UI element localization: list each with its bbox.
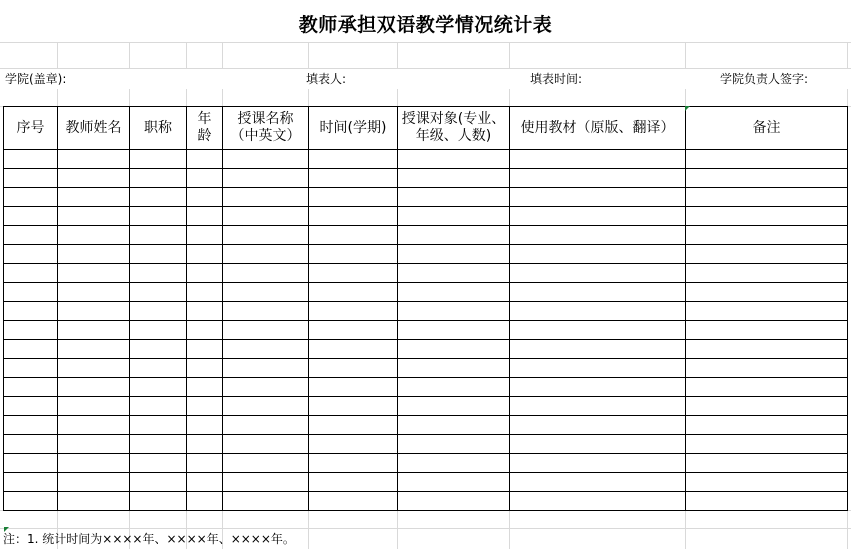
table-cell[interactable] [398,454,510,473]
table-row [4,454,848,473]
table-cell[interactable] [398,226,510,245]
table-cell[interactable] [686,302,848,321]
table-cell[interactable] [686,188,848,207]
table-cell[interactable] [187,492,223,511]
table-cell[interactable] [309,454,398,473]
table-cell[interactable] [187,435,223,454]
table-cell[interactable] [187,473,223,492]
table-cell[interactable] [4,321,58,340]
table-cell[interactable] [398,378,510,397]
table-cell[interactable] [510,454,686,473]
table-cell[interactable] [130,359,187,378]
table-cell[interactable] [686,264,848,283]
table-cell[interactable] [309,264,398,283]
table-row [4,283,848,302]
table-cell[interactable] [4,226,58,245]
table-cell[interactable] [510,397,686,416]
header-cell[interactable]: 使用教材（原版、翻译） [510,107,686,150]
header-cell[interactable]: 职称 [130,107,187,150]
table-cell[interactable] [130,340,187,359]
table-cell[interactable] [58,264,130,283]
table-cell[interactable] [686,207,848,226]
table-cell[interactable] [4,169,58,188]
table-cell[interactable] [4,397,58,416]
table-cell[interactable] [223,245,309,264]
table-cell[interactable] [398,359,510,378]
table-body [4,150,848,511]
table-cell[interactable] [510,473,686,492]
table-cell[interactable] [309,473,398,492]
table-cell[interactable] [223,340,309,359]
header-cell[interactable]: 时间(学期) [309,107,398,150]
table-row [4,492,848,511]
table-row [4,378,848,397]
table-cell[interactable] [58,207,130,226]
table-cell[interactable] [187,359,223,378]
table-cell[interactable] [398,416,510,435]
table-row [4,359,848,378]
table-row [4,416,848,435]
stats-table [3,106,848,511]
table-cell[interactable] [398,207,510,226]
table-cell[interactable] [130,283,187,302]
table-cell[interactable] [58,473,130,492]
table-row [4,245,848,264]
table-cell[interactable] [309,302,398,321]
table-cell[interactable] [130,169,187,188]
table-cell[interactable] [187,150,223,169]
table-cell[interactable] [686,454,848,473]
table-cell[interactable] [4,454,58,473]
table-cell[interactable] [130,378,187,397]
table-cell[interactable] [187,169,223,188]
table-cell[interactable] [58,188,130,207]
gridline-horizontal [0,528,851,529]
table-cell[interactable] [187,302,223,321]
table-cell[interactable] [58,302,130,321]
table-cell[interactable] [187,245,223,264]
table-cell[interactable] [187,188,223,207]
table-cell[interactable] [58,359,130,378]
table-cell[interactable] [187,454,223,473]
header-cell[interactable]: 教师姓名 [58,107,130,150]
table-row [4,150,848,169]
table-cell[interactable] [398,283,510,302]
table-cell[interactable] [510,245,686,264]
table-cell[interactable] [4,492,58,511]
table-cell[interactable] [398,435,510,454]
table-cell[interactable] [223,264,309,283]
table-cell[interactable] [130,188,187,207]
table-cell[interactable] [130,321,187,340]
table-cell[interactable] [58,283,130,302]
table-cell[interactable] [686,435,848,454]
table-cell[interactable] [130,473,187,492]
table-cell[interactable] [686,378,848,397]
table-row [4,264,848,283]
table-cell[interactable] [58,245,130,264]
table-cell[interactable] [130,207,187,226]
table-cell[interactable] [187,226,223,245]
header-cell[interactable]: 年龄 [187,107,223,150]
table-cell[interactable] [510,207,686,226]
table-cell[interactable] [58,150,130,169]
header-cell[interactable]: 授课对象(专业、年级、人数) [398,107,510,150]
header-cell[interactable]: 序号 [4,107,58,150]
table-cell[interactable] [4,359,58,378]
table-cell[interactable] [223,473,309,492]
table-cell[interactable] [223,207,309,226]
table-cell[interactable] [398,302,510,321]
table-cell[interactable] [398,264,510,283]
table-cell[interactable] [398,492,510,511]
table-cell[interactable] [223,454,309,473]
table-cell[interactable] [58,397,130,416]
table-cell[interactable] [130,150,187,169]
table-cell[interactable] [187,321,223,340]
table-cell[interactable] [130,416,187,435]
gridline-horizontal [0,42,851,43]
table-cell[interactable] [223,435,309,454]
table-cell[interactable] [686,283,848,302]
table-cell[interactable] [130,226,187,245]
table-row [4,340,848,359]
table-cell[interactable] [510,302,686,321]
table-cell[interactable] [187,264,223,283]
table-cell[interactable] [398,340,510,359]
filler-label[interactable]: 填表人: [306,72,347,86]
table-cell[interactable] [4,207,58,226]
table-cell[interactable] [686,169,848,188]
table-cell[interactable] [398,473,510,492]
table-row [4,169,848,188]
table-cell[interactable] [223,283,309,302]
table-cell[interactable] [510,283,686,302]
fill-time-label[interactable]: 填表时间: [530,72,583,86]
table-cell[interactable] [398,321,510,340]
table-cell[interactable] [309,359,398,378]
table-cell[interactable] [510,435,686,454]
table-row [4,226,848,245]
footnote[interactable]: 注：1. 统计时间为××××年、××××年、××××年。 [3,532,295,546]
table-cell[interactable] [58,169,130,188]
table-cell[interactable] [187,283,223,302]
table-cell[interactable] [130,245,187,264]
leader-sign-label[interactable]: 学院负责人签字: [720,72,809,86]
table-cell[interactable] [4,378,58,397]
table-cell[interactable] [4,302,58,321]
table-cell[interactable] [398,245,510,264]
table-cell[interactable] [187,207,223,226]
table-cell[interactable] [686,416,848,435]
table-cell[interactable] [686,359,848,378]
table-cell[interactable] [130,435,187,454]
table-cell[interactable] [398,397,510,416]
table-cell[interactable] [187,340,223,359]
table-cell[interactable] [309,150,398,169]
table-cell[interactable] [187,416,223,435]
table-cell[interactable] [223,397,309,416]
table-cell[interactable] [309,492,398,511]
table-cell[interactable] [4,435,58,454]
table-cell[interactable] [4,264,58,283]
table-cell[interactable] [223,378,309,397]
table-cell[interactable] [510,359,686,378]
table-cell[interactable] [309,321,398,340]
table-cell[interactable] [510,264,686,283]
table-row [4,473,848,492]
header-cell[interactable]: 授课名称（中英文） [223,107,309,150]
table-cell[interactable] [309,378,398,397]
table-cell[interactable] [4,245,58,264]
table-cell[interactable] [187,378,223,397]
table-cell[interactable] [58,321,130,340]
table-cell[interactable] [510,188,686,207]
table-cell[interactable] [510,492,686,511]
table-cell[interactable] [686,245,848,264]
table-cell[interactable] [223,226,309,245]
table-row [4,188,848,207]
table-cell[interactable] [4,473,58,492]
table-cell[interactable] [686,226,848,245]
table-cell[interactable] [223,416,309,435]
table-cell[interactable] [58,454,130,473]
table-row [4,302,848,321]
table-cell[interactable] [510,226,686,245]
table-cell[interactable] [510,150,686,169]
table-cell[interactable] [4,188,58,207]
table-cell[interactable] [686,492,848,511]
table-cell[interactable] [223,169,309,188]
table-cell[interactable] [130,492,187,511]
table-cell[interactable] [223,321,309,340]
table-cell[interactable] [686,473,848,492]
comment-marker-icon [685,106,690,111]
table-row [4,321,848,340]
table-cell[interactable] [686,340,848,359]
header-row [4,107,848,150]
table-cell[interactable] [58,226,130,245]
table-cell[interactable] [510,416,686,435]
table-cell[interactable] [130,454,187,473]
college-seal-label[interactable]: 学院(盖章): [5,72,67,86]
table-cell[interactable] [686,150,848,169]
header-cell[interactable]: 备注 [686,107,848,150]
table-cell[interactable] [130,302,187,321]
table-cell[interactable] [58,378,130,397]
table-cell[interactable] [686,321,848,340]
table-cell[interactable] [309,226,398,245]
table-cell[interactable] [223,150,309,169]
table-cell[interactable] [130,264,187,283]
table-cell[interactable] [510,169,686,188]
table-cell[interactable] [309,188,398,207]
table-cell[interactable] [58,416,130,435]
table-cell[interactable] [187,397,223,416]
table-cell[interactable] [58,340,130,359]
table-row [4,207,848,226]
table-cell[interactable] [309,283,398,302]
table-cell[interactable] [510,340,686,359]
table-cell[interactable] [309,207,398,226]
table-cell[interactable] [4,416,58,435]
table-cell[interactable] [398,169,510,188]
table-cell[interactable] [4,150,58,169]
table-cell[interactable] [130,397,187,416]
table-cell[interactable] [4,283,58,302]
table-cell[interactable] [309,397,398,416]
table-cell[interactable] [58,435,130,454]
table-cell[interactable] [510,378,686,397]
table-row [4,397,848,416]
comment-marker-icon [4,527,9,532]
table-cell[interactable] [223,359,309,378]
table-cell[interactable] [223,492,309,511]
table-cell[interactable] [58,492,130,511]
table-cell[interactable] [4,340,58,359]
table-cell[interactable] [309,245,398,264]
table-cell[interactable] [510,321,686,340]
table-cell[interactable] [398,188,510,207]
table-cell[interactable] [309,416,398,435]
table-cell[interactable] [309,340,398,359]
sheet-title[interactable]: 教师承担双语教学情况统计表 [0,8,851,42]
table-row [4,435,848,454]
table-cell[interactable] [309,435,398,454]
table-cell[interactable] [686,397,848,416]
table-cell[interactable] [398,150,510,169]
table-cell[interactable] [223,188,309,207]
table-cell[interactable] [309,169,398,188]
table-cell[interactable] [223,302,309,321]
